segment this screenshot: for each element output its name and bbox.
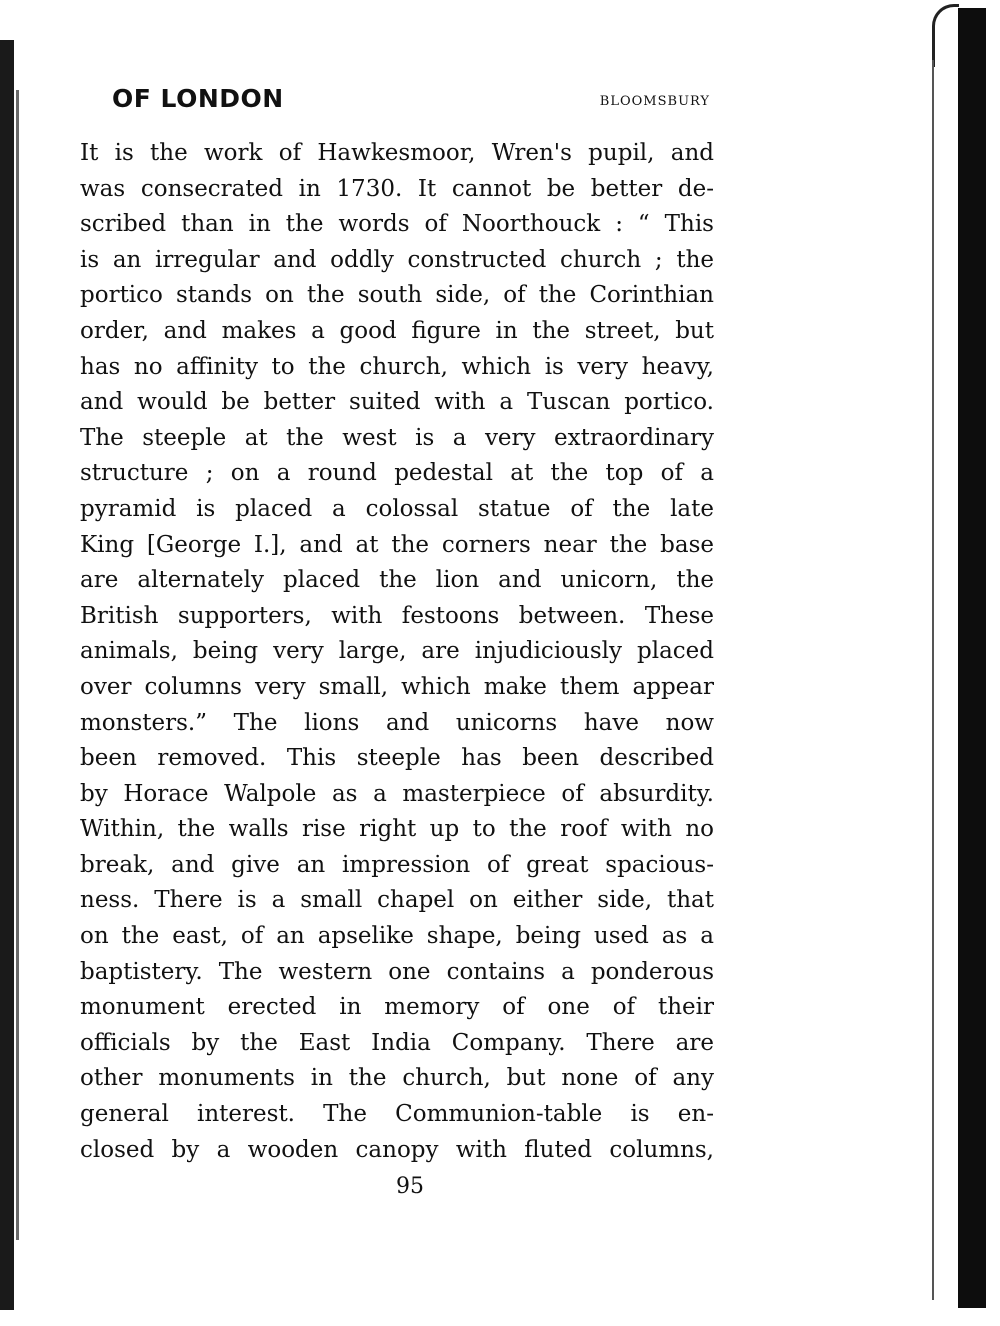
text-line: monument erected in memory of one of their xyxy=(80,994,714,1021)
section-head: BLOOMSBURY xyxy=(599,94,710,109)
text-line: other monuments in the church, but none of any xyxy=(80,1065,714,1092)
text-line: on the east, of an apselike shape, being used as a xyxy=(80,923,714,950)
text-line: been removed. This steeple has been described xyxy=(80,745,714,772)
right-page-edge-line xyxy=(932,60,934,1300)
text-line: general interest. The Communion-table is en- xyxy=(80,1101,714,1128)
text-line: baptistery. The western one contains a ponderous xyxy=(80,958,714,985)
text-line: closed by a wooden canopy with fluted columns, xyxy=(80,1136,714,1163)
text-line: by Horace Walpole as a masterpiece of absurdity. xyxy=(80,780,714,807)
text-line: structure ; on a round pedestal at the top of a xyxy=(80,460,714,487)
text-line: animals, being very large, are injudiciously placed xyxy=(80,638,714,665)
running-head: OF LONDON xyxy=(112,84,284,113)
left-page-edge xyxy=(0,40,14,1310)
text-line: scribed than in the words of Noorthouck : “ This xyxy=(80,211,714,238)
text-line: and would be better suited with a Tuscan portico. xyxy=(80,389,714,416)
page-header xyxy=(112,84,710,124)
text-line: The steeple at the west is a very extraordinary xyxy=(80,424,714,451)
text-line: portico stands on the south side, of the Corinthian xyxy=(80,282,714,309)
text-line: ness. There is a small chapel on either side, that xyxy=(80,887,714,914)
text-line: break, and give an impression of great spacious- xyxy=(80,851,714,878)
text-line: was consecrated in 1730. It cannot be better de- xyxy=(80,175,714,202)
text-line: order, and makes a good figure in the street, but xyxy=(80,317,714,344)
right-page-edge xyxy=(958,8,986,1308)
text-line: Within, the walls rise right up to the roof with no xyxy=(80,816,714,843)
text-line: has no affinity to the church, which is very heavy, xyxy=(80,353,714,380)
text-line: are alternately placed the lion and unicorn, the xyxy=(80,567,714,594)
text-line: monsters.” The lions and unicorns have now xyxy=(80,709,714,736)
text-line: officials by the East India Company. There are xyxy=(80,1029,714,1056)
text-line: pyramid is placed a colossal statue of the late xyxy=(80,495,714,522)
body-text xyxy=(80,136,714,1168)
text-line: over columns very small, which make them appear xyxy=(80,673,714,700)
text-line: King [George I.], and at the corners near the base xyxy=(80,531,714,558)
right-page-curl xyxy=(932,4,959,67)
left-page-edge-shadow xyxy=(16,90,19,1240)
text-line: It is the work of Hawkesmoor, Wren's pupil, and xyxy=(80,140,714,166)
text-line: British supporters, with festoons between. These xyxy=(80,602,714,629)
page-number: 95 xyxy=(396,1174,424,1199)
text-line: is an irregular and oddly constructed church ; the xyxy=(80,246,714,273)
